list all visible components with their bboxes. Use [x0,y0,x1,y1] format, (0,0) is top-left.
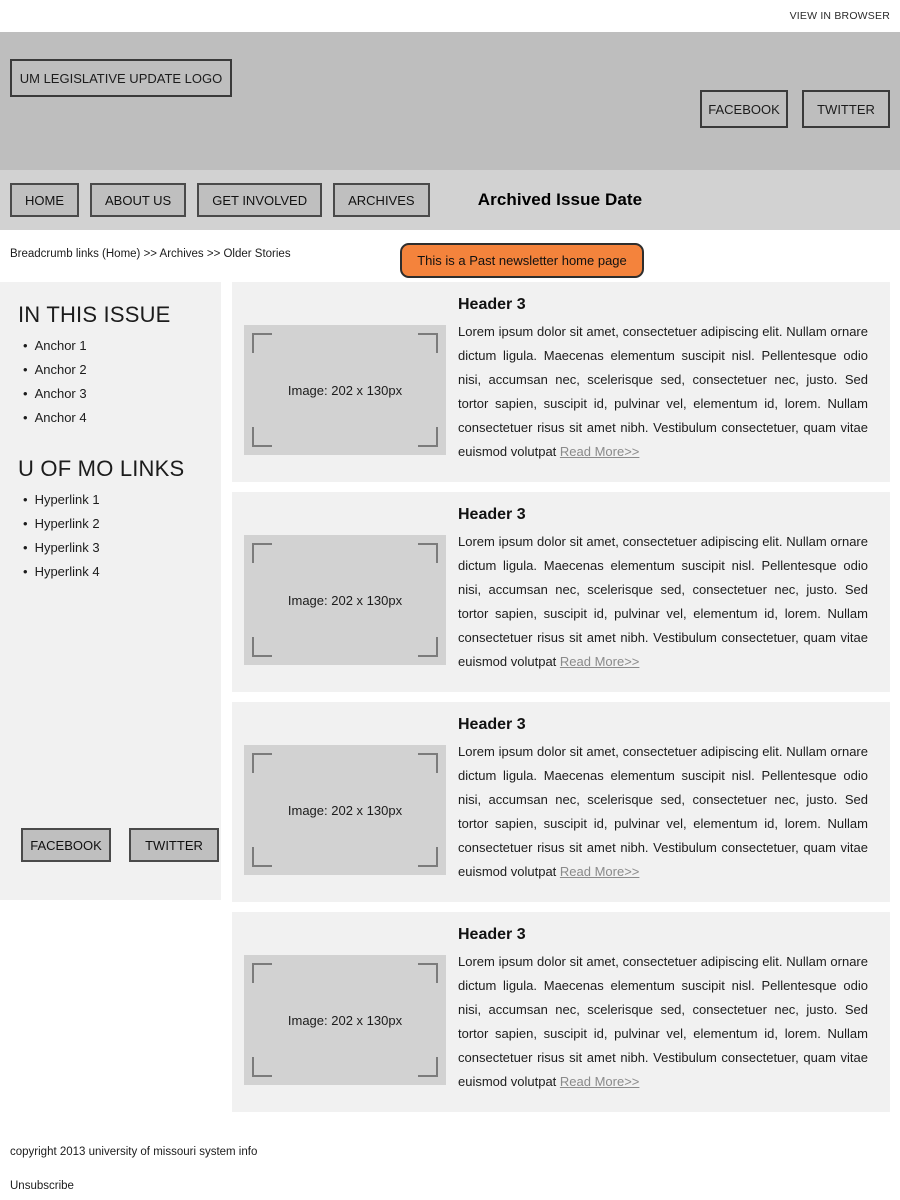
nav-item-about-us-label: ABOUT US [105,192,172,208]
utility-bar [0,0,900,32]
article-image-placeholder [244,325,446,455]
sidebar-item-hyperlink-2[interactable]: • Hyperlink 2 [18,512,221,536]
sidebar-facebook-button[interactable] [21,828,111,862]
crop-corner-bottom-right-icon [418,847,438,867]
article-image-placeholder [244,745,446,875]
crop-corner-bottom-left-icon [252,847,272,867]
crop-corner-bottom-right-icon [418,637,438,657]
page-footer [0,1112,900,1194]
article-image-placeholder-label: Image: 202 x 130px [287,1012,403,1028]
article-body [458,296,868,464]
article-title: Header 3 [458,296,526,313]
article-title: Header 3 [458,926,526,943]
sidebar-item-anchor-3[interactable]: • Anchor 3 [18,382,221,406]
issue-date-heading: Archived Issue Date [477,190,643,209]
article-text [458,740,868,884]
article-text [458,950,868,1094]
read-more-link[interactable]: Read More>> [559,864,640,879]
article-card[interactable] [232,282,890,482]
copyright-text: copyright 2013 university of missouri system info [10,1146,258,1158]
crop-corner-top-right-icon [418,543,438,563]
primary-navigation [0,170,900,230]
article-image-placeholder-label: Image: 202 x 130px [287,802,403,818]
crop-corner-top-right-icon [418,753,438,773]
masthead-facebook-label: FACEBOOK [708,101,780,117]
article-image-placeholder-label: Image: 202 x 130px [287,592,403,608]
masthead-social-group [700,90,890,128]
sidebar-twitter-button[interactable] [129,828,219,862]
crop-corner-top-left-icon [252,753,272,773]
nav-item-archives[interactable] [333,183,429,217]
masthead [0,32,900,170]
article-text [458,320,868,464]
nav-item-about-us[interactable] [90,183,186,217]
sidebar-item-hyperlink-4[interactable]: • Hyperlink 4 [18,560,221,584]
article-excerpt: Lorem ipsum dolor sit amet, consectetuer adipiscing elit. Nullam ornare dictum ligula. Maecenas elementum suscipit nisl. Pellentesque odio nisi, accumsan nec, scelerisque sed, consectetuer nec, justo. Sed tortor sapien, suscipit id, pulvinar vel, elementum id, lorem. Nullam consectetuer risus sit amet nibh. Vestibulum consectetuer, quam vitae euismod volutpat [458,954,868,1089]
site-logo[interactable] [10,59,232,97]
article-excerpt: Lorem ipsum dolor sit amet, consectetuer adipiscing elit. Nullam ornare dictum ligula. Maecenas elementum suscipit nisl. Pellentesque odio nisi, accumsan nec, scelerisque sed, consectetuer nec, justo. Sed tortor sapien, suscipit id, pulvinar vel, elementum id, lorem. Nullam consectetuer risus sit amet nibh. Vestibulum consectetuer, quam vitae euismod volutpat [458,744,868,879]
masthead-twitter-label: TWITTER [817,101,875,117]
crop-corner-bottom-right-icon [418,1057,438,1077]
nav-item-get-involved[interactable] [197,183,322,217]
crop-corner-top-left-icon [252,333,272,353]
article-text [458,530,868,674]
sidebar-anchor-list [18,334,221,430]
page-layout [0,282,900,1112]
article-body [458,716,868,884]
sidebar-hyperlink-list [18,488,221,584]
unsubscribe-link[interactable]: Unsubscribe [10,1180,74,1192]
sidebar-twitter-label: TWITTER [145,837,203,853]
article-excerpt: Lorem ipsum dolor sit amet, consectetuer adipiscing elit. Nullam ornare dictum ligula. Maecenas elementum suscipit nisl. Pellentesque odio nisi, accumsan nec, scelerisque sed, consectetuer nec, justo. Sed tortor sapien, suscipit id, pulvinar vel, elementum id, lorem. Nullam consectetuer risus sit amet nibh. Vestibulum consectetuer, quam vitae euismod volutpat [458,324,868,459]
crop-corner-top-left-icon [252,543,272,563]
sidebar [0,282,221,900]
article-list [232,282,890,1112]
crop-corner-bottom-left-icon [252,637,272,657]
sidebar-item-hyperlink-3[interactable]: • Hyperlink 3 [18,536,221,560]
crop-corner-bottom-left-icon [252,1057,272,1077]
sidebar-heading-u-of-mo-links: U OF MO LINKS [18,456,185,481]
article-title: Header 3 [458,716,526,733]
crop-corner-top-right-icon [418,333,438,353]
sidebar-item-anchor-4[interactable]: • Anchor 4 [18,406,221,430]
nav-item-home-label: HOME [25,192,64,208]
article-image-placeholder [244,535,446,665]
nav-item-home[interactable] [10,183,79,217]
read-more-link[interactable]: Read More>> [559,1074,640,1089]
article-excerpt: Lorem ipsum dolor sit amet, consectetuer adipiscing elit. Nullam ornare dictum ligula. Maecenas elementum suscipit nisl. Pellentesque odio nisi, accumsan nec, scelerisque sed, consectetuer nec, justo. Sed tortor sapien, suscipit id, pulvinar vel, elementum id, lorem. Nullam consectetuer risus sit amet nibh. Vestibulum consectetuer, quam vitae euismod volutpat [458,534,868,669]
article-image-placeholder-label: Image: 202 x 130px [287,382,403,398]
article-image-placeholder [244,955,446,1085]
sidebar-item-hyperlink-1[interactable]: • Hyperlink 1 [18,488,221,512]
sidebar-social-group [21,828,219,862]
breadcrumb[interactable]: Breadcrumb links (Home) >> Archives >> Older Stories [10,248,291,260]
site-logo-label: UM LEGISLATIVE UPDATE LOGO [19,70,223,86]
crop-corner-bottom-right-icon [418,427,438,447]
read-more-link[interactable]: Read More>> [559,444,640,459]
article-card[interactable] [232,912,890,1112]
masthead-facebook-button[interactable] [700,90,788,128]
article-body [458,506,868,674]
masthead-twitter-button[interactable] [802,90,890,128]
crop-corner-bottom-left-icon [252,427,272,447]
nav-item-get-involved-label: GET INVOLVED [212,192,308,208]
page-type-callout-label: This is a Past newsletter home page [417,253,627,268]
sidebar-item-anchor-2[interactable]: • Anchor 2 [18,358,221,382]
nav-item-archives-label: ARCHIVES [348,192,415,208]
page-type-callout [400,243,644,278]
sidebar-facebook-label: FACEBOOK [30,837,102,853]
read-more-link[interactable]: Read More>> [559,654,640,669]
crop-corner-top-right-icon [418,963,438,983]
view-in-browser-link[interactable]: VIEW IN BROWSER [789,10,890,22]
crop-corner-top-left-icon [252,963,272,983]
article-title: Header 3 [458,506,526,523]
article-card[interactable] [232,702,890,902]
article-body [458,926,868,1094]
sidebar-heading-in-this-issue: IN THIS ISSUE [18,302,171,327]
article-card[interactable] [232,492,890,692]
sidebar-item-anchor-1[interactable]: • Anchor 1 [18,334,221,358]
